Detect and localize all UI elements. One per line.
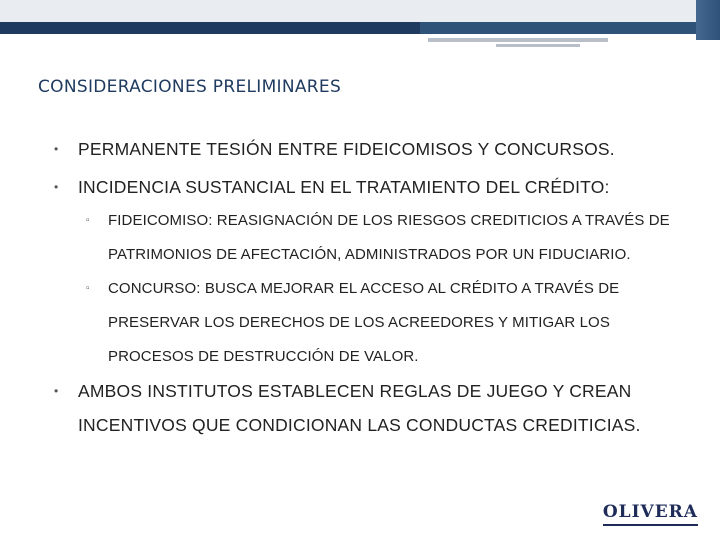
sub-bullet-text: FIDEICOMISO: REASIGNACIÓN DE LOS RIESGOS CREDITICIOS A TRAVÉS DE PATRIMONIOS DE AFECTACIÓN, ADMINISTRADOS POR UN FIDUCIARIO.: [108, 212, 670, 263]
bullet-icon: •: [54, 180, 59, 194]
slide-title: CONSIDERACIONES PRELIMINARES: [38, 77, 342, 97]
sub-bullet-item: [52, 272, 692, 374]
bullet-item: [52, 374, 692, 442]
header-bar: [0, 0, 720, 34]
header-corner-block: [696, 0, 720, 40]
sub-bullet-text: CONCURSO: BUSCA MEJORAR EL ACCESO AL CRÉDITO A TRAVÉS DE PRESERVAR LOS DERECHOS DE LOS ACREEDORES Y MITIGAR LOS PROCESOS DE DESTRUCCIÓN DE VALOR.: [108, 280, 620, 365]
bullet-text: INCIDENCIA SUSTANCIAL EN EL TRATAMIENTO DEL CRÉDITO:: [78, 177, 610, 197]
bullet-item: [52, 170, 692, 204]
square-bullet-icon: ▫: [86, 283, 90, 294]
bullet-text: AMBOS INSTITUTOS ESTABLECEN REGLAS DE JUEGO Y CREAN INCENTIVOS QUE CONDICIONAN LAS CONDUCTAS CREDITICIAS.: [78, 381, 641, 435]
bullet-text: PERMANENTE TESIÓN ENTRE FIDEICOMISOS Y CONCURSOS.: [78, 139, 615, 159]
bullet-icon: •: [54, 142, 59, 156]
bullet-item: [52, 132, 692, 166]
header-accent: [420, 22, 700, 34]
sub-bullet-item: [52, 204, 692, 272]
decorative-line-short: [496, 44, 580, 47]
company-logo: OLIVERA: [603, 502, 698, 526]
square-bullet-icon: ▫: [86, 215, 90, 226]
bullet-list: [52, 132, 692, 442]
decorative-line: [428, 38, 608, 42]
bullet-icon: •: [54, 384, 59, 398]
